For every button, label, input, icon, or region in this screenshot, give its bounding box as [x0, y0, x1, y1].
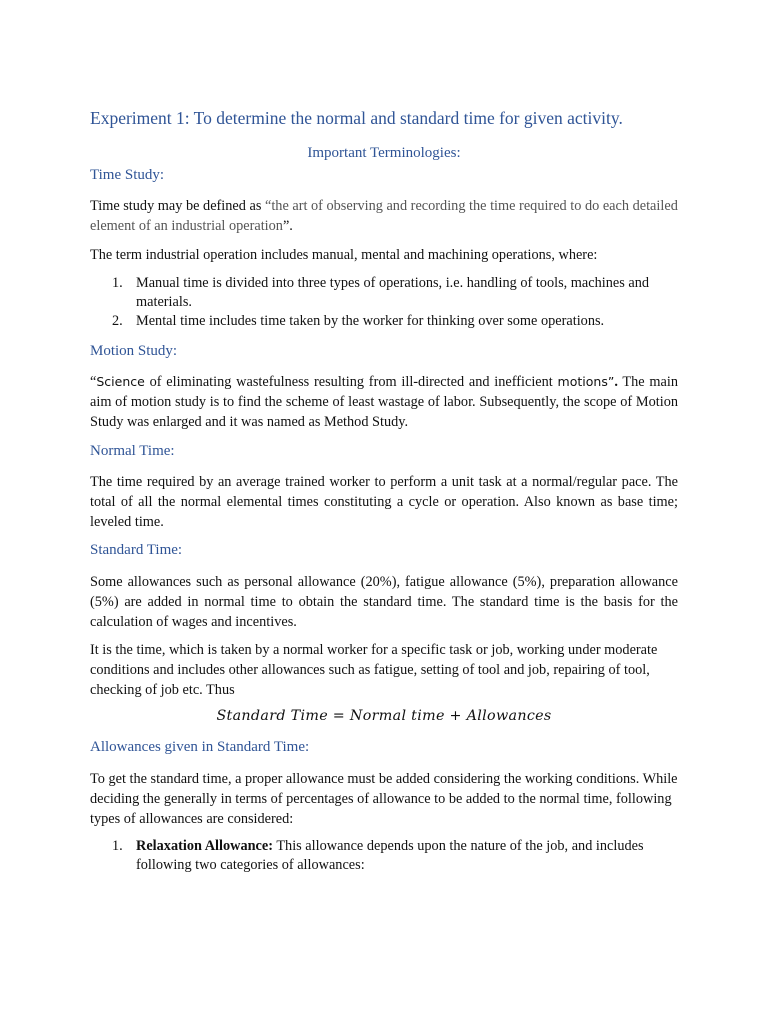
list-number: 1. — [112, 838, 123, 854]
list-text: Mental time includes time taken by the worker for thinking over some operations. — [136, 313, 605, 329]
quote-open: “ — [90, 374, 97, 390]
quote-end: . — [614, 374, 618, 390]
list-item — [90, 837, 678, 875]
allowances-heading: Allowances given in Standard Time: — [90, 739, 310, 755]
standard-time-para-1: Some allowances such as personal allowance (20%), fatigue allowance (5%), preparation allowance (5%) are added in normal time to obtain the standard time. The standard time is the basis for the calculation of wages and incentives. — [90, 574, 678, 630]
definition-end: ”. — [282, 218, 293, 234]
standard-time-heading: Standard Time: — [90, 542, 183, 558]
list-item — [90, 274, 678, 312]
quote-middle: of eliminating wastefulness resulting from ill-directed and inefficient — [144, 374, 558, 390]
motion-study-body: The main aim of motion study is to find the scheme of least wastage of labor. Subsequently, the scope of Motion Study was enlarged and it was named as Method Study. — [90, 374, 678, 430]
allowances-list — [90, 837, 678, 875]
operations-list — [90, 274, 678, 331]
time-study-heading: Time Study: — [90, 167, 165, 183]
definition-quote: “the art of observing and recording the time required to do each detailed element of an industrial operation — [90, 198, 678, 234]
list-number: 2. — [112, 313, 123, 329]
definition-lead: Time study may be defined as — [90, 198, 265, 214]
list-item — [90, 312, 678, 331]
industrial-operation-intro: The term industrial operation includes manual, mental and machining operations, where: — [90, 247, 598, 263]
standard-time-para-2: It is the time, which is taken by a normal worker for a specific task or job, working under moderate conditions and includes other allowances such as fatigue, setting of tool and job, repairing of tool, checking of job etc. Thus — [90, 642, 658, 698]
quote-word-science: Science — [96, 374, 145, 389]
list-bold-label: Relaxation Allowance: — [136, 838, 273, 854]
allowances-text: To get the standard time, a proper allowance must be added considering the working conditions. While deciding the generally in terms of percentages of allowance to be added to the normal time, following types of allowances are considered: — [90, 771, 678, 827]
standard-time-formula: Standard Time = Normal time + Allowances — [216, 708, 552, 724]
page-title: Experiment 1: To determine the normal and standard time for given activity. — [90, 108, 623, 128]
list-number: 1. — [112, 275, 123, 291]
normal-time-heading: Normal Time: — [90, 443, 175, 459]
time-study-definition — [90, 196, 678, 236]
motion-study-heading: Motion Study: — [90, 343, 178, 359]
motion-study-text — [90, 372, 678, 432]
normal-time-text: The time required by an average trained worker to perform a unit task at a normal/regular pace. The total of all the normal elemental times constituting a cycle or operation. Also known as base time; leveled time. — [90, 474, 678, 530]
subtitle: Important Terminologies: — [307, 145, 461, 161]
list-text: This allowance depends upon the nature of the job, and includes following two categories of allowances: — [136, 838, 644, 873]
list-text: Manual time is divided into three types of operations, i.e. handling of tools, machines and materials. — [136, 275, 649, 310]
quote-word-motions: motions” — [557, 374, 615, 389]
